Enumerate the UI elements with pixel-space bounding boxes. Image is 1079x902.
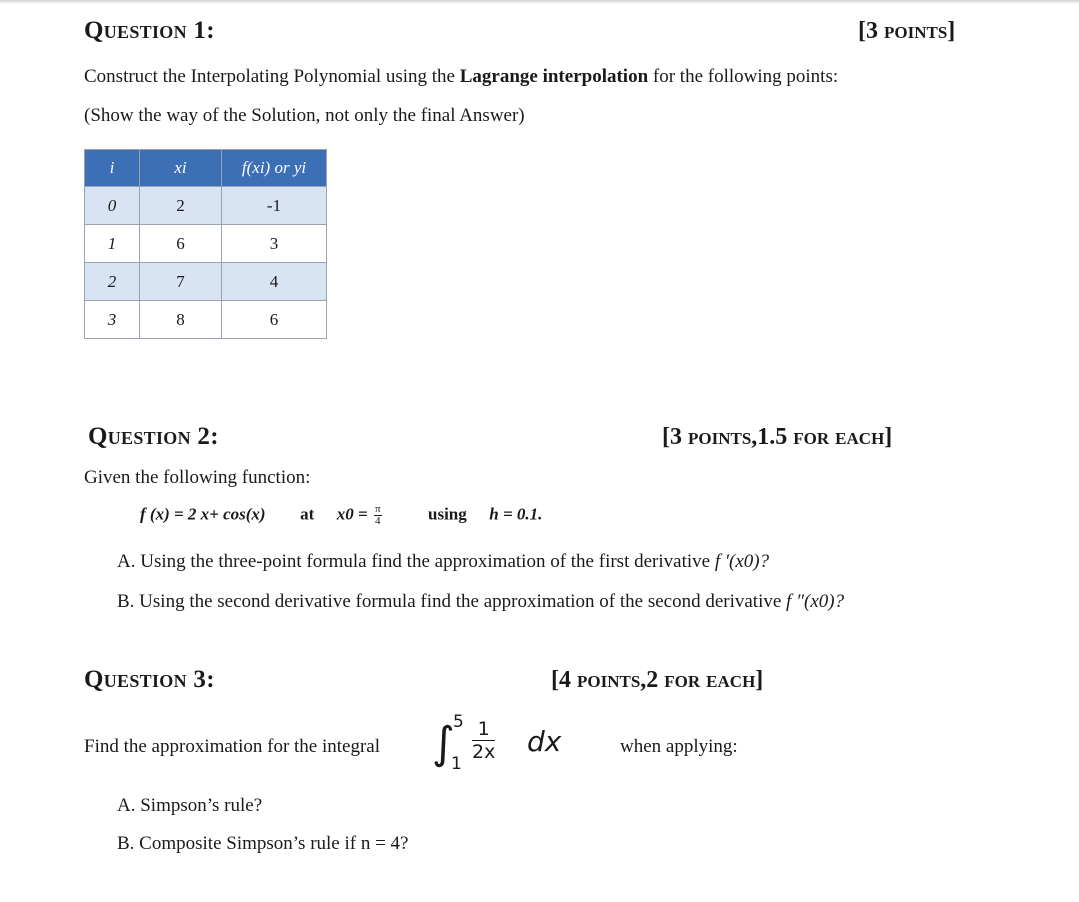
integrand-numerator: 1 xyxy=(472,718,495,741)
integral-dx: dx xyxy=(527,725,562,758)
cell-y: 3 xyxy=(222,225,327,263)
cell-x: 7 xyxy=(140,263,222,301)
cell-y: -1 xyxy=(222,187,327,225)
integral-expression xyxy=(432,712,582,780)
using-label: using xyxy=(428,504,467,524)
x0-label: x0 = xyxy=(336,504,368,524)
table-row xyxy=(85,225,327,263)
table-row xyxy=(85,187,327,225)
header-x: xi xyxy=(140,150,222,187)
top-border xyxy=(0,0,1079,4)
header-i: i xyxy=(85,150,140,187)
question-2-part-b xyxy=(117,591,844,613)
question-3-text: Find the approximation for the integral xyxy=(84,736,381,757)
question-3-title: Question 3: xyxy=(84,666,215,693)
question-1-text-after: for the following points: xyxy=(648,66,839,87)
pi-over-4-fraction xyxy=(374,504,382,527)
fraction-numerator: π xyxy=(374,503,381,515)
table-row xyxy=(85,263,327,301)
integral-lower-limit: 1 xyxy=(451,754,462,774)
cell-x: 8 xyxy=(140,301,222,339)
cell-y: 4 xyxy=(222,263,327,301)
at-label: at xyxy=(300,504,315,524)
integrand-fraction xyxy=(472,718,495,763)
question-3-part-a: A. Simpson’s rule? xyxy=(117,795,263,816)
part-b-text: B. Using the second derivative formula find the approximation of the second derivative xyxy=(117,591,787,612)
integrand-denominator: 2x xyxy=(472,741,496,763)
question-1-text-before: Construct the Interpolating Polynomial using the xyxy=(84,66,460,87)
cell-i: 3 xyxy=(85,301,140,339)
cell-i: 2 xyxy=(85,263,140,301)
question-1-note: (Show the way of the Solution, not only the final Answer) xyxy=(84,105,525,126)
question-3-points: [4 points,2 for each] xyxy=(551,667,764,693)
question-2-points: [3 points,1.5 for each] xyxy=(662,424,893,450)
integral-upper-limit: 5 xyxy=(453,712,464,732)
question-3-when: when applying: xyxy=(620,736,738,757)
question-2-intro: Given the following function: xyxy=(84,467,311,488)
question-2-part-a xyxy=(117,551,769,573)
cell-y: 6 xyxy=(222,301,327,339)
question-1-text-bold: Lagrange interpolation xyxy=(459,66,649,87)
second-derivative-notation: f ″(x0)? xyxy=(786,591,845,612)
cell-x: 2 xyxy=(140,187,222,225)
table-row xyxy=(85,301,327,339)
question-1-points: [3 points] xyxy=(858,18,956,44)
first-derivative-notation: f ′(x0)? xyxy=(714,551,770,572)
points-table-header xyxy=(85,150,327,187)
question-3-part-b: B. Composite Simpson’s rule if n = 4? xyxy=(117,833,409,854)
cell-i: 0 xyxy=(85,187,140,225)
integral-sign: ∫ xyxy=(432,718,455,769)
function-expression: f (x) = 2 x+ cos(x) xyxy=(140,504,266,524)
cell-x: 6 xyxy=(140,225,222,263)
step-size: h = 0.1. xyxy=(489,504,543,524)
question-2-function-line xyxy=(140,504,542,527)
fraction-denominator: 4 xyxy=(374,515,381,527)
cell-i: 1 xyxy=(85,225,140,263)
points-table xyxy=(84,149,327,339)
part-a-text: A. Using the three-point formula find the approximation of the first derivative xyxy=(117,551,715,572)
question-1-title: Question 1: xyxy=(84,17,215,44)
question-2-title: Question 2: xyxy=(88,423,219,450)
question-1-text xyxy=(84,66,838,88)
header-y: f(xi) or yi xyxy=(222,150,327,187)
